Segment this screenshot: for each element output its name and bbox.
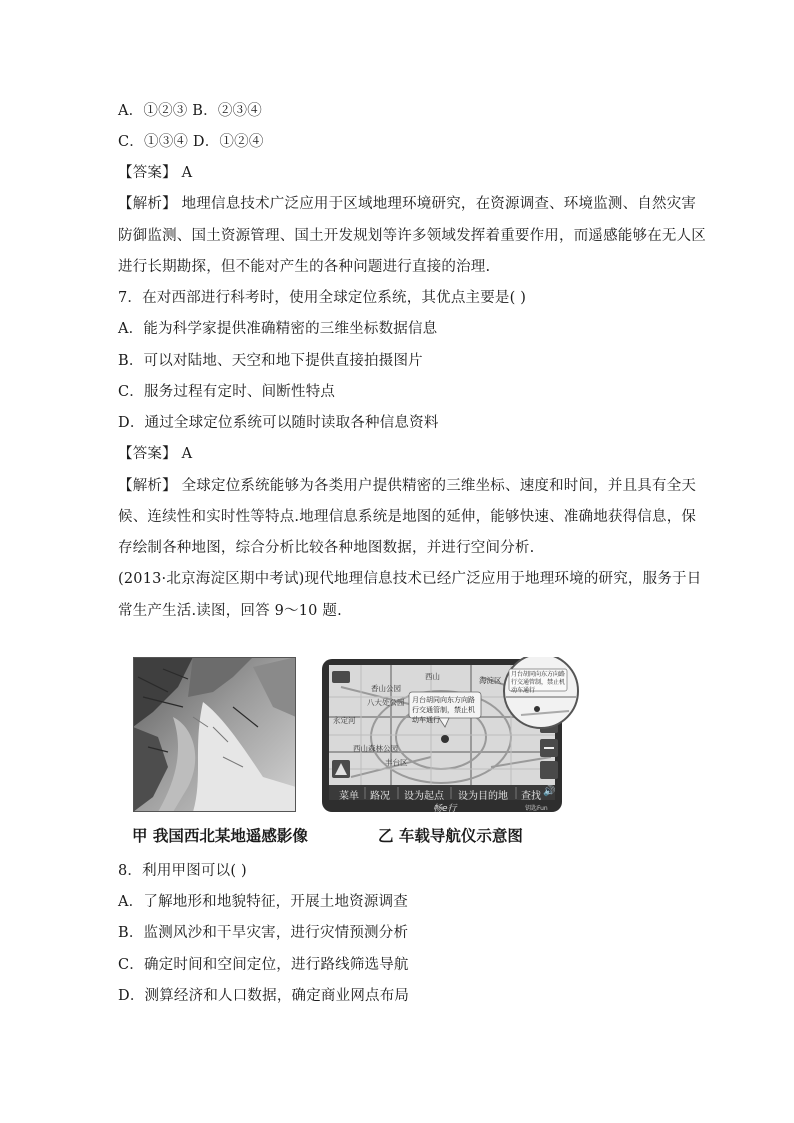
q6-analysis-line-1: 【解析】 地理信息技术广泛应用于区域地理环境研究，在资源调查、环境监测、自然灾害: [118, 196, 697, 212]
map-label-fengtai: 丰台区: [385, 758, 408, 767]
zoom-traffic-popup: 月台胡同向东方向路行交通管制，禁止机动车通行: [511, 671, 566, 694]
passage-intro-line-1: (2013·北京海淀区期中考试)现代地理信息技术已经广泛应用于地理环境的研究，服务于日: [118, 571, 702, 587]
map-label-xiangshan-park: 香山公园: [371, 684, 401, 693]
traffic-control-popup: 月台胡同向东方向路行交通管制，禁止机动车通行: [412, 696, 475, 724]
map-label-xishan: 西山: [425, 672, 440, 681]
q7-analysis-line-2: 候、连续性和实时性等特点.地理信息系统是地图的延伸，能够快速、准确地获得信息，保: [118, 509, 697, 525]
caption-remote-sensing: 甲 我国西北某地遥感影像: [132, 827, 308, 845]
q8-option-d: D．测算经济和人口数据，确定商业网点布局: [118, 988, 410, 1004]
brand-small-label: 钥匙Fun: [525, 805, 548, 812]
speaker-icon[interactable]: 🔊: [543, 786, 556, 797]
q7-option-c: C．服务过程有定时、间断性特点: [118, 384, 336, 400]
nav-button-set-start[interactable]: 设为起点: [404, 791, 444, 802]
q6-option-line-cd: C．①③④ D．①②④: [118, 134, 264, 150]
map-label-badachu-park: 八大处公园: [367, 698, 405, 707]
remote-sensing-image: [133, 657, 296, 812]
map-label-yongding-river: 永定河: [333, 716, 356, 725]
q6-analysis-line-2: 防御监测、国土资源管理、国土开发规划等许多领域发挥着重要作用，而遥感能够在无人区: [118, 228, 706, 244]
q8-option-a: A．了解地形和地貌特征，开展土地资源调查: [118, 894, 408, 910]
q7-stem: 7．在对西部进行科考时，使用全球定位系统，其优点主要是( ): [118, 290, 527, 306]
nav-button-menu[interactable]: 菜单: [339, 791, 359, 802]
passage-intro-line-2: 常生产生活.读图，回答 9～10 题.: [118, 603, 342, 619]
q6-answer: 【答案】 A: [118, 165, 193, 181]
q7-option-b: B．可以对陆地、天空和地下提供直接拍摄图片: [118, 353, 423, 369]
car-navigation-device: [321, 657, 584, 814]
q8-stem: 8．利用甲图可以( ): [118, 863, 247, 879]
q6-option-line-ab: A．①②③ B．②③④: [118, 103, 262, 119]
q7-answer: 【答案】 A: [118, 446, 193, 462]
nav-button-traffic[interactable]: 路况: [370, 791, 390, 802]
q6-analysis-line-3: 进行长期勘探，但不能对产生的各种问题进行直接的治理.: [118, 259, 491, 275]
q7-analysis-line-1: 【解析】 全球定位系统能够为各类用户提供精密的三维坐标、速度和时间，并且具有全天: [118, 478, 697, 494]
nav-button-set-destination[interactable]: 设为目的地: [458, 791, 508, 802]
q7-option-a: A．能为科学家提供准确精密的三维坐标数据信息: [118, 321, 438, 337]
q8-option-b: B．监测风沙和干旱灾害，进行灾情预测分析: [118, 925, 409, 941]
q7-option-d: D．通过全球定位系统可以随时读取各种信息资料: [118, 415, 439, 431]
map-label-xishan-forest-park: 西山森林公园: [353, 744, 398, 753]
nav-button-search[interactable]: 查找: [521, 791, 541, 802]
q8-option-c: C．确定时间和空间定位，进行路线筛选导航: [118, 957, 409, 973]
caption-car-navigation: 乙 车载导航仪示意图: [378, 827, 523, 845]
brand-logo: 畅e行: [433, 804, 457, 814]
q7-analysis-line-3: 存绘制各种地图，综合分析比较各种地图数据，并进行空间分析.: [118, 540, 535, 556]
map-label-haidian: 海淀区: [479, 676, 502, 685]
